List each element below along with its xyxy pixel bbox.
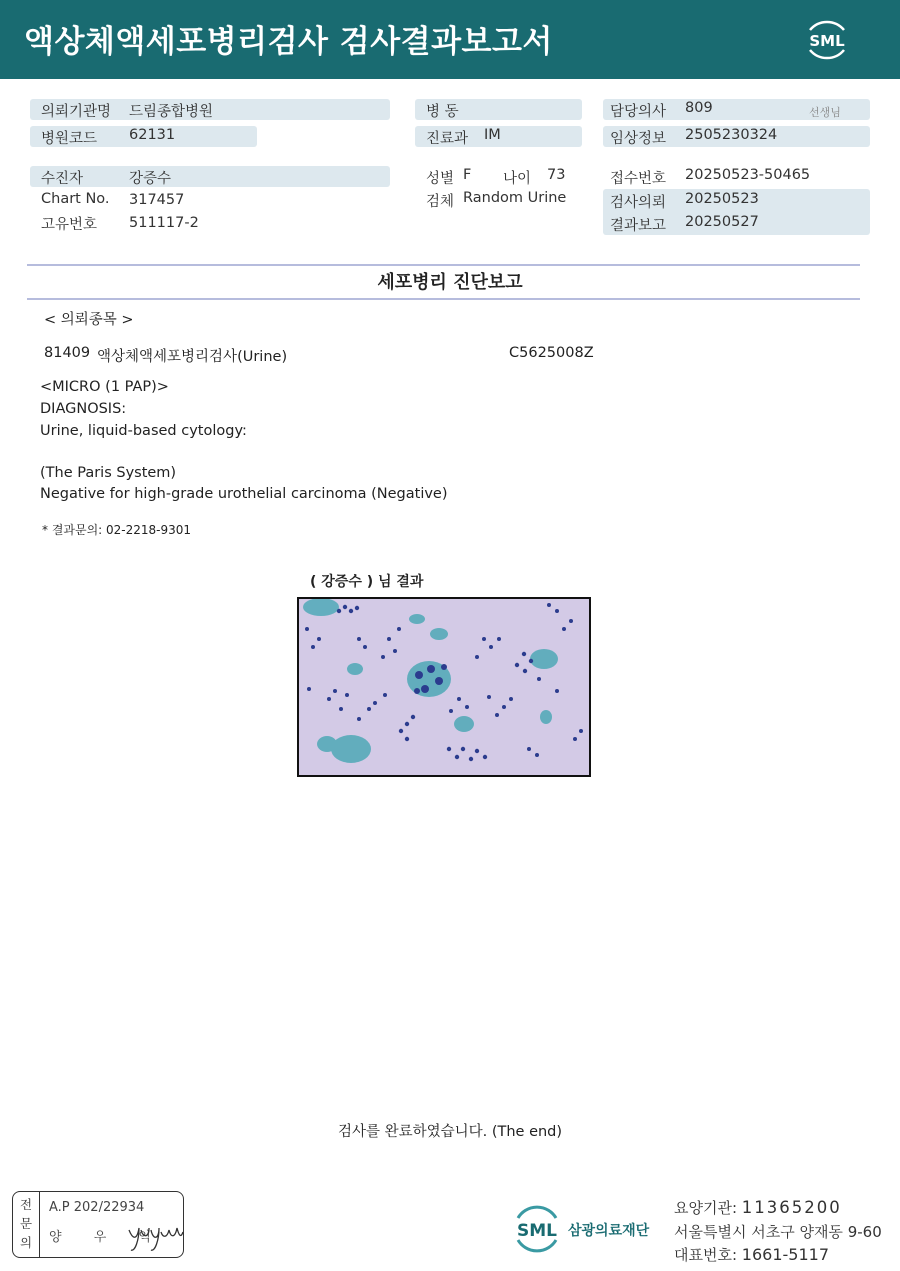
receipt-label: 접수번호 bbox=[610, 171, 667, 187]
sml-logo bbox=[802, 14, 852, 64]
diagnosis-line: Negative for high-grade urothelial carcinoma (Negative) bbox=[40, 486, 448, 502]
order-name: 액상체액세포병리검사(Urine) bbox=[97, 349, 288, 365]
dept-value: IM bbox=[484, 127, 501, 143]
name-value: 강증수 bbox=[129, 171, 172, 187]
sex-label: 성별 bbox=[426, 171, 455, 187]
hosp-code-label: 병원코드 bbox=[41, 131, 98, 147]
dept-label: 진료과 bbox=[426, 131, 469, 147]
clinical-value: 2505230324 bbox=[685, 127, 778, 143]
diagnosis-line: DIAGNOSIS: bbox=[40, 401, 127, 417]
footer-org-code-value: 11365200 bbox=[741, 1198, 842, 1217]
section-title: 세포병리 진단보고 bbox=[377, 272, 523, 293]
stamp-side-label bbox=[13, 1192, 40, 1257]
request-label: 검사의뢰 bbox=[610, 195, 667, 211]
doctor-label: 담당의사 bbox=[610, 104, 667, 120]
age-value: 73 bbox=[547, 167, 566, 183]
sex-value: F bbox=[463, 167, 472, 183]
diagnosis-line: (The Paris System) bbox=[40, 465, 177, 481]
request-value: 20250523 bbox=[685, 191, 759, 207]
age-label: 나이 bbox=[503, 171, 532, 187]
footer-org-code-label: 요양기관: bbox=[674, 1199, 742, 1217]
id-value: 511117-2 bbox=[129, 215, 199, 231]
stamp-side-char: 의 bbox=[19, 1235, 33, 1250]
name-box bbox=[30, 166, 390, 187]
stamp-doctor-name: 양 우 익 bbox=[49, 1230, 165, 1245]
ref-org-value: 드림종합병원 bbox=[129, 104, 214, 120]
cytology-micrograph bbox=[299, 599, 589, 775]
report-header bbox=[0, 0, 900, 79]
pathologist-stamp bbox=[12, 1191, 184, 1258]
order-label: < 의뢰종목 > bbox=[44, 312, 134, 328]
specimen-label: 검체 bbox=[426, 194, 455, 210]
footer-org-name: 삼광의료재단 bbox=[568, 1223, 650, 1239]
footer-phone bbox=[674, 1244, 829, 1265]
ward-label: 병 동 bbox=[426, 104, 459, 120]
id-label: 고유번호 bbox=[41, 217, 98, 233]
sml-logo-text: SML bbox=[809, 32, 845, 50]
order-code: 81409 bbox=[44, 345, 91, 361]
receipt-value: 20250523-50465 bbox=[685, 167, 811, 183]
doctor-value: 809 bbox=[685, 100, 713, 116]
sml-footer-logo-text: SML bbox=[517, 1221, 557, 1241]
hosp-code-value: 62131 bbox=[129, 127, 176, 143]
signature bbox=[125, 1210, 185, 1254]
report-title: 액상체액세포병리검사 검사결과보고서 bbox=[24, 24, 553, 60]
footer-address: 서울특별시 서초구 양재동 9-60 bbox=[674, 1223, 882, 1241]
name-label: 수진자 bbox=[41, 171, 84, 187]
stamp-license: A.P 202/22934 bbox=[49, 1200, 145, 1215]
cytology-image bbox=[297, 597, 591, 777]
report-label: 결과보고 bbox=[610, 218, 667, 234]
inquiry-phone: * 결과문의: 02-2218-9301 bbox=[42, 523, 192, 537]
diagnosis-line: <MICRO (1 PAP)> bbox=[40, 379, 169, 395]
stamp-side-char: 문 bbox=[19, 1216, 33, 1231]
ref-org-label: 의뢰기관명 bbox=[41, 104, 112, 120]
clinical-label: 임상정보 bbox=[610, 131, 667, 147]
chart-value: 317457 bbox=[129, 192, 185, 208]
stamp-side-char: 전 bbox=[19, 1197, 33, 1212]
footer-org-code bbox=[674, 1197, 842, 1218]
footer-phone-label: 대표번호: bbox=[674, 1246, 742, 1264]
sml-footer-logo bbox=[512, 1200, 562, 1256]
report-value: 20250527 bbox=[685, 214, 759, 230]
specimen-value: Random Urine bbox=[463, 190, 567, 206]
order-id: C5625008Z bbox=[509, 345, 594, 361]
end-text: 검사를 완료하였습니다. (The end) bbox=[337, 1124, 563, 1140]
section-rule-bottom bbox=[27, 298, 860, 300]
chart-label: Chart No. bbox=[41, 191, 110, 207]
doctor-suffix: 선생님 bbox=[809, 106, 841, 119]
section-rule-top bbox=[27, 264, 860, 266]
footer-phone-value: 1661-5117 bbox=[741, 1245, 830, 1264]
image-caption: ( 강증수 ) 님 결과 bbox=[310, 574, 424, 590]
diagnosis-line: Urine, liquid-based cytology: bbox=[40, 423, 247, 439]
